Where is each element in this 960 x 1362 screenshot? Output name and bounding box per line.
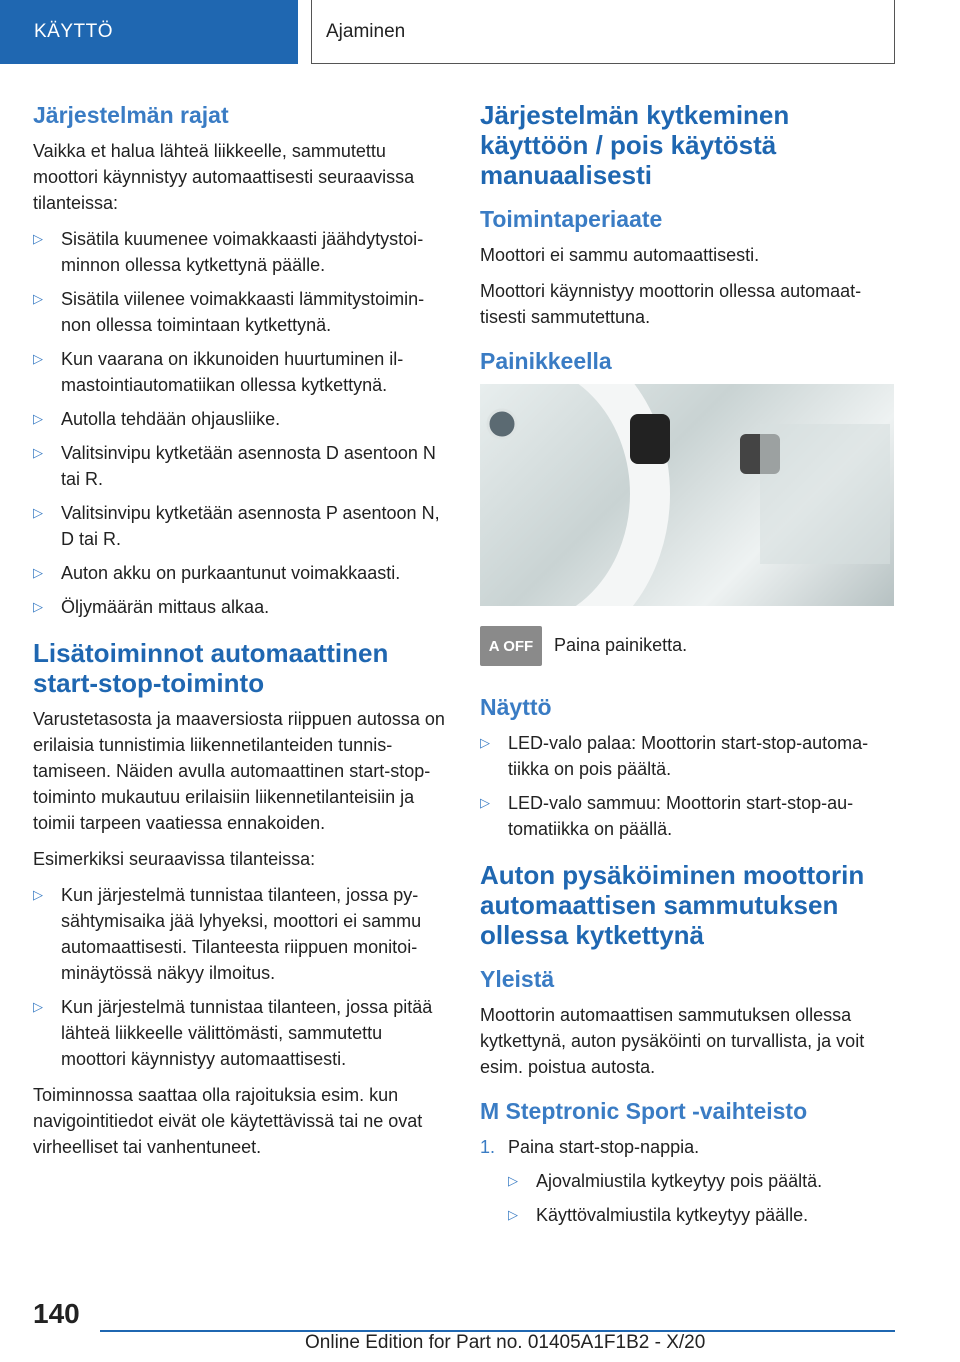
list-item: ▷ LED-valo palaa: Moottorin start-stop-automatiikka on pois päältä.: [480, 730, 898, 782]
right-column: [480, 100, 898, 1238]
button-instruction: Paina painiketta.: [554, 635, 688, 655]
footer-edition: Online Edition for Part no. 01405A1F1B2 - X/20: [305, 1332, 706, 1353]
limits-heading: Järjestelmän rajat: [33, 102, 229, 128]
steptronic-heading: M Steptronic Sport -vaihteisto: [480, 1098, 808, 1124]
extra-functions-heading: Lisätoiminnot automaattinen start-stop-toiminto: [33, 638, 389, 698]
display-heading: Näyttö: [480, 694, 552, 720]
list-item: ▷ Kun vaarana on ikkunoiden huurtuminen ilmastointiautomatiikan ollessa kytkettynä.: [33, 346, 445, 398]
bullet-triangle-icon: ▷: [508, 1207, 518, 1222]
extra-paragraph-2: Esimerkiksi seuraavissa tilanteissa:: [33, 849, 316, 869]
steering-wheel-illustration: [480, 384, 894, 606]
list-item: ▷ Valitsinvipu kytketään asennosta D asentoon N tai R.: [33, 440, 445, 492]
step-text: Paina start-stop-nappia.: [508, 1137, 700, 1157]
bullet-triangle-icon: ▷: [508, 1173, 518, 1188]
page-number: 140: [33, 1298, 80, 1329]
extra-paragraph-3: Toiminnossa saattaa olla rajoituksia esim. kun navigointitiedot eivät ole käytettävissä tai ne ovat virheelliset tai vanhentuneet.: [33, 1085, 423, 1157]
section-tab: [0, 0, 298, 64]
manual-heading: Järjestelmän kytkeminen käyttöön / pois käytöstä manuaalisesti: [480, 100, 790, 190]
limits-intro: Vaikka et halua lähteä liikkeelle, sammutettu moottori käynnistyy automaattisesti seuraavissa tilanteissa:: [33, 141, 415, 213]
list-item: ▷ Ajovalmiustila kytkeytyy pois päältä.: [508, 1168, 898, 1194]
bullet-triangle-icon: ▷: [33, 291, 43, 306]
bullet-triangle-icon: ▷: [33, 887, 43, 902]
extra-paragraph-1: Varustetasosta ja maaversiosta riippuen autossa on erilaisia tunnistimia liikennetilanteiden tunnistamiseen. Näiden avulla automaattinen start-stop-toiminto mukautuu erilaisiin liikennetilanteisiin ja toimii tarpeen vaatiessa ennakoiden.: [33, 709, 445, 833]
bullet-triangle-icon: ▷: [480, 735, 490, 750]
button-instruction-row: [480, 626, 898, 668]
step-sublist: [480, 1168, 898, 1228]
list-item: ▷ Öljymäärän mittaus alkaa.: [33, 594, 445, 620]
chapter-label: Ajaminen: [326, 20, 406, 42]
bullet-triangle-icon: ▷: [33, 351, 43, 366]
general-heading: Yleistä: [480, 966, 555, 992]
dashboard-photo: [480, 384, 894, 606]
step-number: 1.: [480, 1137, 496, 1157]
left-column: [33, 100, 445, 1170]
principle-paragraph-2: Moottori käynnistyy moottorin ollessa automaattisesti sammutettuna.: [480, 281, 862, 327]
bullet-triangle-icon: ▷: [480, 795, 490, 810]
list-item: ▷ Valitsinvipu kytketään asennosta P asentoon N, D tai R.: [33, 500, 445, 552]
list-item: ▷ Sisätila viilenee voimakkaasti lämmitystoiminnon ollessa toimintaan kytkettynä.: [33, 286, 445, 338]
step-item: [480, 1134, 898, 1160]
list-item: ▷ LED-valo sammuu: Moottorin start-stop-automatiikka on päällä.: [480, 790, 898, 842]
display-list: [480, 730, 898, 842]
principle-paragraph-1: Moottori ei sammu automaattisesti.: [480, 245, 760, 265]
bullet-triangle-icon: ▷: [33, 231, 43, 246]
principle-heading: Toimintaperiaate: [480, 206, 663, 232]
list-item: ▷ Sisätila kuumenee voimakkaasti jäähdytystoiminnon ollessa kytkettynä päälle.: [33, 226, 445, 278]
list-item: ▷ Autolla tehdään ohjausliike.: [33, 406, 445, 432]
bullet-triangle-icon: ▷: [33, 999, 43, 1014]
list-item: ▷ Käyttövalmiustila kytkeytyy päälle.: [508, 1202, 898, 1228]
bullet-triangle-icon: ▷: [33, 599, 43, 614]
auto-start-stop-off-button-icon: A OFF: [480, 626, 542, 666]
list-item: ▷ Kun järjestelmä tunnistaa tilanteen, jossa pysähtymisaika jää lyhyeksi, moottori ei sammu automaattisesti. Tilanteesta riippuen monitoiminäytössä näkyy ilmoitus.: [33, 882, 445, 986]
bullet-triangle-icon: ▷: [33, 445, 43, 460]
list-item: ▷ Auton akku on purkaantunut voimakkaasti.: [33, 560, 445, 586]
section-label: KÄYTTÖ: [34, 21, 114, 42]
bullet-triangle-icon: ▷: [33, 505, 43, 520]
general-paragraph: Moottorin automaattisen sammutuksen ollessa kytkettynä, auton pysäköinti on turvallista, ja voit esim. poistua autosta.: [480, 1005, 865, 1077]
limits-list: [33, 226, 445, 620]
parking-heading: Auton pysäköiminen moottorin automaattisen sammutuksen ollessa kytkettynä: [480, 860, 865, 950]
bullet-triangle-icon: ▷: [33, 411, 43, 426]
extra-list: [33, 882, 445, 1072]
chapter-header: [311, 0, 895, 64]
bullet-triangle-icon: ▷: [33, 565, 43, 580]
button-heading: Painikkeella: [480, 348, 612, 374]
list-item: ▷ Kun järjestelmä tunnistaa tilanteen, jossa pitää lähteä liikkeelle välittömästi, sammutettu moottori käynnistyy automaattisesti.: [33, 994, 445, 1072]
